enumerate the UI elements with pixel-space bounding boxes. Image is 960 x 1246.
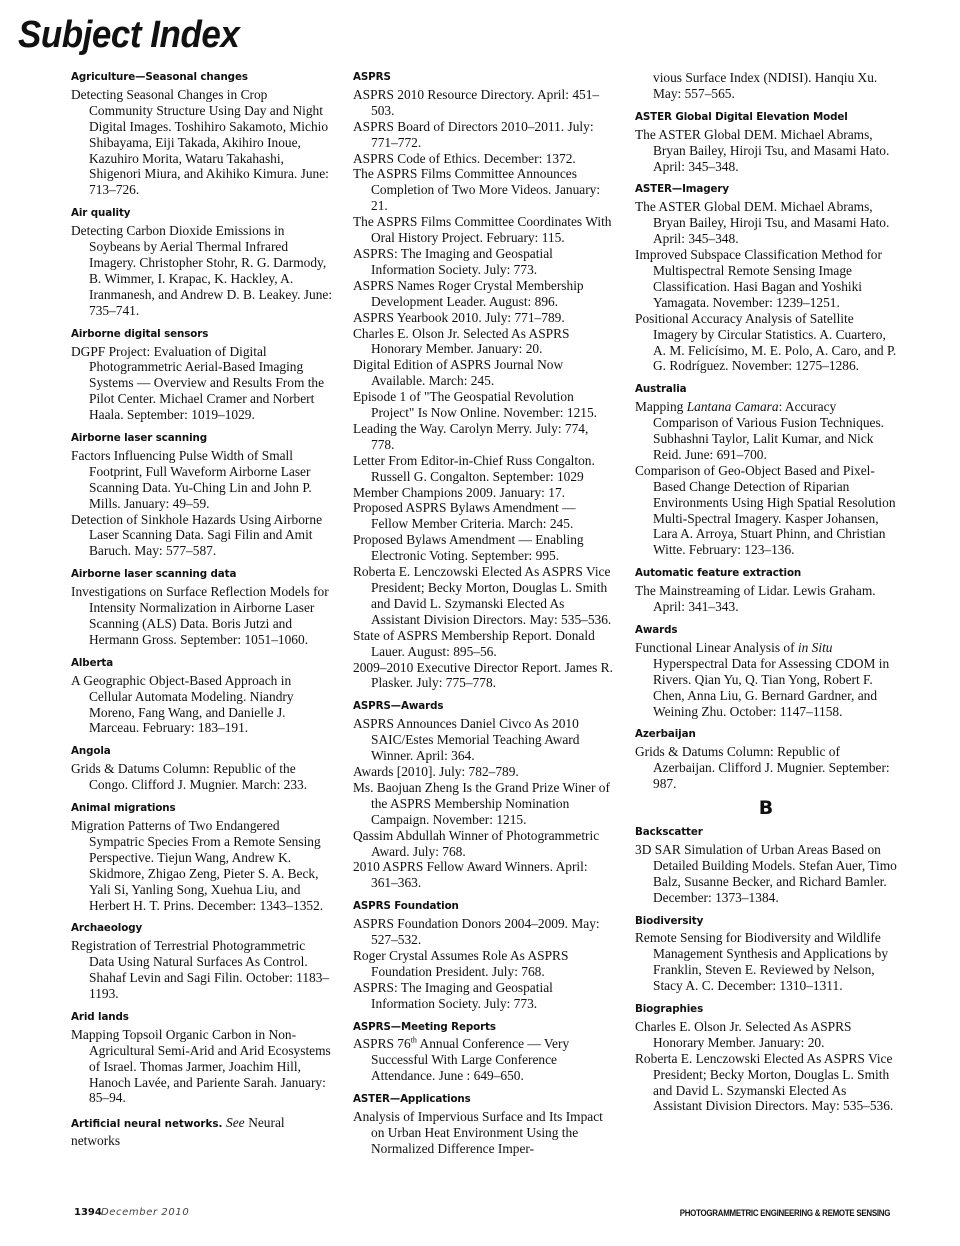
index-entry: Factors Influencing Pulse Width of Small Footprint, Full Waveform Airborne Laser Scanning Data. Yu-Ching Lin and John P. Mills. January: 49–59. [71, 447, 312, 511]
index-entry: The ASTER Global DEM. Michael Abrams, Bryan Bailey, Hiroji Tsu, and Masami Hato. April: 345–348. [635, 126, 890, 174]
index-heading: Airborne laser scanning data [71, 568, 237, 581]
cross-reference-target: Neural networks [71, 1115, 285, 1149]
index-entry [353, 1036, 615, 1084]
index-entry: Ms. Baojuan Zheng Is the Grand Prize Winer of the ASPRS Membership Nomination Campaign. November: 1215. [353, 779, 610, 827]
index-heading: Alberta [71, 656, 114, 669]
index-heading: Biodiversity [635, 914, 704, 927]
entry-text: : Accuracy Comparison of Various Fusion Techniques. Subhashni Taylor, Lalit Kumar, and Nick Reid. June: 691–700. [653, 399, 885, 462]
index-heading: Archaeology [71, 922, 143, 935]
index-entry: Leading the Way. Carolyn Merry. July: 774, 778. [353, 420, 589, 452]
index-entry: State of ASPRS Membership Report. Donald Lauer. August: 895–56. [353, 627, 595, 659]
index-heading: ASPRS [353, 71, 391, 83]
index-heading: Backscatter [635, 825, 703, 838]
index-heading: Automatic feature extraction [635, 567, 802, 580]
index-entry: Proposed ASPRS Bylaws Amendment — Fellow Member Criteria. March: 245. [353, 500, 576, 532]
index-entry: Registration of Terrestrial Photogrammetric Data Using Natural Surfaces As Control. Shahaf Levin and Sagi Filin. October: 1183–1193. [71, 938, 330, 1002]
index-entry: 2010 ASPRS Fellow Award Winners. April: 361–363. [353, 859, 588, 891]
page-title: Subject Index [18, 14, 240, 56]
entry-text: Functional Linear Analysis of [635, 639, 798, 655]
footer-date: December 2010 [101, 1207, 190, 1218]
entry-text: ASPRS 76 [353, 1036, 411, 1052]
section-letter: B [758, 797, 774, 820]
index-heading: ASTER—Applications [353, 1093, 471, 1106]
index-entry: Improved Subspace Classification Method for Multispectral Remote Sensing Image Classification. Hasi Bagan and Yoshiki Yamagata. November: 1239–1251. [635, 247, 882, 310]
index-entry: The ASTER Global DEM. Michael Abrams, Bryan Bailey, Hiroji Tsu, and Masami Hato. April: 345–348. [635, 199, 890, 247]
index-entry: Letter From Editor-in-Chief Russ Congalton. Russell G. Congalton. September: 1029 [353, 452, 595, 484]
entry-superscript: th [410, 1036, 417, 1045]
index-entry: ASPRS: The Imaging and Geospatial Information Society. July: 773. [353, 245, 553, 277]
index-entry: ASPRS Names Roger Crystal Membership Development Leader. August: 896. [353, 277, 584, 309]
index-entry: Migration Patterns of Two Endangered Sympatric Species From a Remote Sensing Perspective. Tiejun Wang, Andrew K. Skidmore, Zhigao Zeng, Pieter S. A. Beck, Yali Si, Yanling Song, Xuehua Liu, and Herbert H. T. Prins. December: 1343–1352. [71, 817, 324, 913]
entry-italic-term: Lantana Camara [686, 399, 779, 415]
cross-reference-see: See [226, 1115, 245, 1131]
index-entry: Positional Accuracy Analysis of Satellite Imagery by Circular Statistics. A. Cuartero, A. M. Felicísimo, M. E. Polo, A. Caro, and P. G. Rodríguez. November: 1275–1286. [635, 310, 897, 374]
entry-text: Annual Conference — Very Successful With Large Conference Attendance. June : 649–650. [371, 1036, 570, 1084]
index-heading: Awards [635, 624, 678, 636]
index-column-3 [635, 70, 897, 1114]
index-heading: Arid lands [71, 1010, 129, 1023]
index-column-2 [353, 70, 615, 1157]
index-entry: Episode 1 of "The Geospatial Revolution Project" Is Now Online. November: 1215. [353, 389, 597, 421]
index-heading: ASPRS Foundation [353, 900, 459, 913]
index-entry: ASPRS: The Imaging and Geospatial Information Society. July: 773. [353, 979, 553, 1011]
index-entry: 2009–2010 Executive Director Report. James R. Plasker. July: 775–778. [353, 659, 613, 691]
entry-text: Mapping [635, 399, 687, 415]
index-entry: DGPF Project: Evaluation of Digital Photogrammetric Aerial-Based Imaging Systems — Overview and Results From the Pilot Center. Michael Cramer and Norbert Haala. September: 1019–1029. [71, 343, 325, 423]
index-entry: Qassim Abdullah Winner of Photogrammetric Award. July: 768. [353, 827, 600, 859]
index-entry: Remote Sensing for Biodiversity and Wildlife Management Synthesis and Applications by Franklin, Steven E. Reviewed by Nelson, Stacy A. C. December: 1310–1311. [635, 930, 889, 994]
cross-reference [71, 1115, 333, 1151]
index-entry: Comparison of Geo-Object Based and Pixel-Based Change Detection of Riparian Environments Using High Spatial Resolution Multi-Spectral Imagery. Kasper Johansen, Lara A. Arroya, Stuart Phinn, and Christian Witte. February: 123–136. [635, 462, 896, 558]
index-entry [635, 399, 897, 463]
index-heading: ASTER—Imagery [635, 183, 730, 196]
cross-reference-heading: Artificial neural networks. [71, 1118, 223, 1131]
index-entry: Grids & Datums Column: Republic of Azerbaijan. Clifford J. Mugnier. September: 987. [635, 744, 890, 792]
index-heading: Australia [635, 383, 687, 396]
index-entry: Charles E. Olson Jr. Selected As ASPRS Honorary Member. January: 20. [353, 325, 570, 357]
index-heading: Angola [71, 745, 111, 758]
index-heading: Azerbaijan [635, 728, 696, 741]
index-entry: Digital Edition of ASPRS Journal Now Available. March: 245. [353, 357, 564, 389]
index-column-1 [71, 70, 333, 1151]
index-heading: Agriculture—Seasonal changes [71, 71, 248, 83]
index-heading: Airborne digital sensors [71, 327, 209, 340]
index-heading: Air quality [71, 207, 131, 220]
index-entry: Roger Crystal Assumes Role As ASPRS Foundation President. July: 768. [353, 947, 569, 979]
index-entry: vious Surface Index (NDISI). Hanqiu Xu. May: 557–565. [653, 70, 878, 101]
index-entry: Roberta E. Lenczowski Elected As ASPRS Vice President; Becky Morton, Douglas L. Smith and David L. Szymanski Elected As Assistant Division Directors. May: 535–536. [353, 564, 612, 627]
index-heading: Airborne laser scanning [71, 432, 208, 445]
index-entry: Mapping Topsoil Organic Carbon in Non-Agricultural Semi-Arid and Arid Ecosystems of Israel. Thomas Jarmer, Joachim Hill, Hanoch Lavée, and Pariente Sarah. January: 85–94. [71, 1026, 331, 1106]
index-entry: ASPRS Yearbook 2010. July: 771–789. [353, 309, 565, 325]
index-entry: Detecting Seasonal Changes in Crop Community Structure Using Day and Night Digital Images. Toshihiro Sakamoto, Michio Shibayama, Eiji Takada, Akihiro Inoue, Kazuhiro Morita, Wataru Takahashi, Shigenori Miura, and Akihiko Kimura. June: 713–726. [71, 86, 329, 198]
index-heading: ASPRS—Awards [353, 700, 444, 713]
index-heading: Biographies [635, 1003, 704, 1016]
footer-page-number: 1394 [74, 1207, 102, 1218]
index-entry: ASPRS Foundation Donors 2004–2009. May: 527–532. [353, 916, 600, 948]
index-heading: Animal migrations [71, 802, 176, 815]
index-entry: Analysis of Impervious Surface and Its Impact on Urban Heat Environment Using the Normalized Difference Imper- [353, 1109, 603, 1156]
entry-italic-term: in Situ [797, 639, 833, 655]
index-entry: Detection of Sinkhole Hazards Using Airborne Laser Scanning Data. Sagi Filin and Amit Baruch. May: 577–587. [71, 511, 323, 559]
index-entry: A Geographic Object-Based Approach in Cellular Automata Modeling. Niandry Moreno, Fang Wang, and Danielle J. Marceau. February: 183–191. [71, 672, 294, 736]
index-entry: ASPRS Announces Daniel Civco As 2010 SAIC/Estes Memorial Teaching Award Winner. April: 364. [353, 716, 580, 764]
index-entry: Charles E. Olson Jr. Selected As ASPRS Honorary Member. January: 20. [635, 1018, 852, 1050]
index-entry: Roberta E. Lenczowski Elected As ASPRS Vice President; Becky Morton, Douglas L. Smith and David L. Szymanski Elected As Assistant Division Directors. May: 535–536. [635, 1050, 894, 1114]
index-entry: Investigations on Surface Reflection Models for Intensity Normalization in Airborne Laser Scanning (ALS) Data. Boris Jutzi and Hermann Gross. September: 1051–1060. [71, 584, 329, 647]
index-entry: Proposed Bylaws Amendment — Enabling Electronic Voting. September: 995. [353, 532, 584, 564]
index-entry: ASPRS Code of Ethics. December: 1372. [353, 150, 576, 166]
index-entry [635, 640, 897, 720]
index-entry: The ASPRS Films Committee Announces Completion of Two More Videos. January: 21. [353, 166, 601, 214]
entry-text: Hyperspectral Data for Assessing CDOM in Rivers. Qian Yu, Q. Tian Yong, Robert F. Chen, Anna Liu, G. Bernard Gardner, and Weining Zhu. October: 1147–1158. [653, 655, 890, 719]
index-heading: ASTER Global Digital Elevation Model [635, 110, 848, 123]
index-entry: 3D SAR Simulation of Urban Areas Based on Detailed Building Models. Stefan Auer, Timo Balz, Susanne Becker, and Richard Bamler. December: 1373–1384. [635, 841, 897, 905]
index-entry: Member Champions 2009. January: 17. [353, 484, 565, 500]
index-entry: The Mainstreaming of Lidar. Lewis Graham. April: 341–343. [635, 583, 876, 615]
index-entry: ASPRS Board of Directors 2010–2011. July: 771–772. [353, 118, 594, 150]
index-entry: Awards [2010]. July: 782–789. [353, 763, 519, 779]
index-entry: ASPRS 2010 Resource Directory. April: 451–503. [353, 86, 600, 118]
index-heading: ASPRS—Meeting Reports [353, 1020, 496, 1033]
index-entry: The ASPRS Films Committee Coordinates With Oral History Project. February: 115. [353, 214, 612, 246]
index-entry: Detecting Carbon Dioxide Emissions in Soybeans by Aerial Thermal Infrared Imagery. Christopher Stohr, R. G. Darmody, B. Wimmer, I. Krapac, K. Hackley, A. Iranmanesh, and Andrew D. B. Leakey. June: 735–741. [71, 223, 333, 318]
footer-journal-name: PHOTOGRAMMETRIC ENGINEERING & REMOTE SENSING [679, 1208, 890, 1218]
index-entry: Grids & Datums Column: Republic of the Congo. Clifford J. Mugnier. March: 233. [71, 761, 308, 793]
